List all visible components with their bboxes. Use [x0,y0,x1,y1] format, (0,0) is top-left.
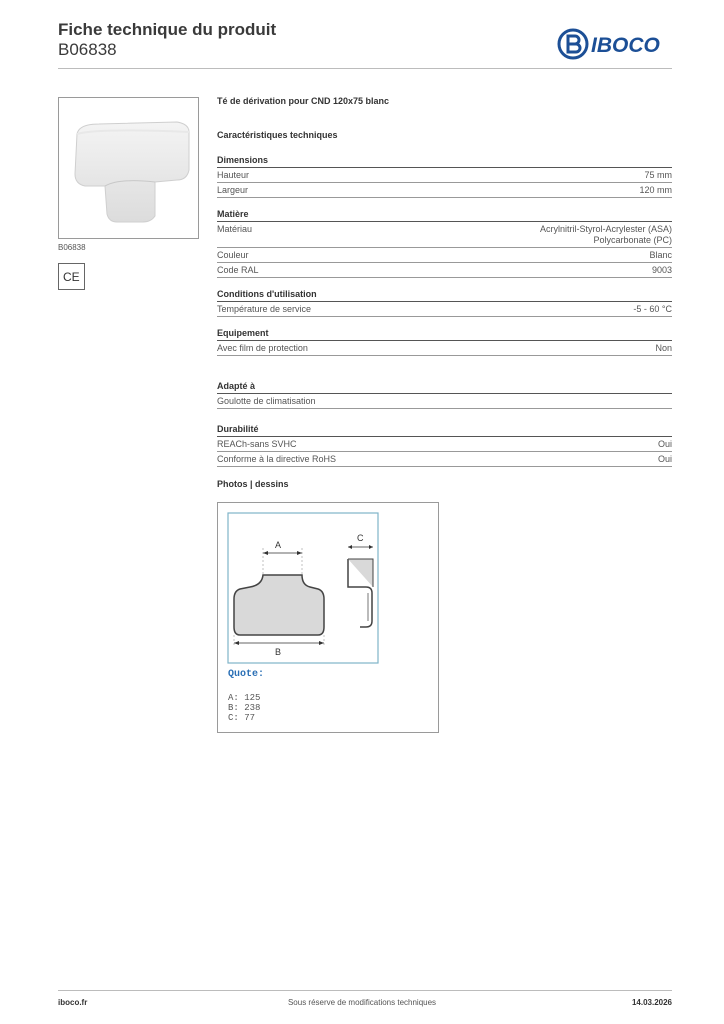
spec-value: Non [655,343,672,353]
dimension-label-c: C [357,533,364,543]
footer-divider [58,990,672,991]
spec-value: 120 mm [639,185,672,195]
product-image [58,97,199,239]
quote-c: C: 77 [228,713,256,723]
spec-value [540,224,672,246]
spec-label: Matériau [217,224,253,234]
spec-label: Couleur [217,250,249,260]
product-name: Té de dérivation pour CND 120x75 blanc [217,96,390,106]
spec-label: REACh-sans SVHC [217,439,297,449]
section-title: Matière [217,208,672,222]
section-dimensions [217,154,672,198]
footer-website-link[interactable]: iboco.fr [58,998,88,1007]
logo-text: IBOCO [591,34,660,57]
page-title: Fiche technique du produit [58,20,277,39]
dimension-label-a: A [275,540,282,550]
spec-row [217,183,672,198]
quote-title: Quote: [228,669,265,680]
section-title: Durabilité [217,423,672,437]
spec-label: Avec film de protection [217,343,308,353]
spec-label: Conforme à la directive RoHS [217,454,337,464]
spec-value: -5 - 60 °C [633,304,672,314]
spec-value: 75 mm [644,170,672,180]
section-material [217,208,672,278]
spec-row [217,168,672,183]
ce-mark-icon [58,263,85,290]
spec-row [217,222,672,248]
quote-a: A: 125 [228,693,261,703]
spec-label: Code RAL [217,265,259,275]
section-title: Equipement [217,327,672,341]
ce-mark-text: CE [63,270,80,284]
footer-date: 14.03.2026 [631,998,672,1007]
header-divider [58,68,672,69]
quote-b: B: 238 [228,703,261,713]
footer-disclaimer: Sous réserve de modifications techniques [287,998,437,1007]
spec-row [217,341,672,356]
spec-row [217,437,672,452]
section-title: Dimensions [217,154,672,168]
spec-label: Hauteur [217,170,250,180]
spec-row [217,452,672,467]
section-suitable-for [217,380,672,409]
spec-value: Blanc [649,250,672,260]
spec-row [217,263,672,278]
spec-value-line: Polycarbonate (PC) [593,235,672,245]
photos-title: Photos | dessins [217,479,289,489]
product-code: B06838 [58,40,117,59]
spec-row [217,248,672,263]
section-equipment [217,327,672,356]
section-title: Adapté à [217,380,672,394]
section-title: Conditions d'utilisation [217,288,672,302]
spec-content [217,95,672,495]
spec-value: Oui [657,439,672,449]
iboco-logo [557,28,675,60]
section-sustainability [217,423,672,467]
image-caption: B06838 [58,243,86,252]
spec-label: Température de service [217,304,312,314]
tech-heading: Caractéristiques techniques [217,130,338,140]
dimension-label-b: B [275,647,282,657]
spec-label: Largeur [217,185,249,195]
spec-row [217,394,672,409]
spec-value: Oui [657,454,672,464]
spec-label: Goulotte de climatisation [217,396,316,406]
spec-value: 9003 [651,265,672,275]
spec-value-line: Acrylnitril-Styrol-Acrylester (ASA) [539,224,672,234]
spec-row [217,302,672,317]
technical-drawing [217,502,439,733]
section-conditions [217,288,672,317]
